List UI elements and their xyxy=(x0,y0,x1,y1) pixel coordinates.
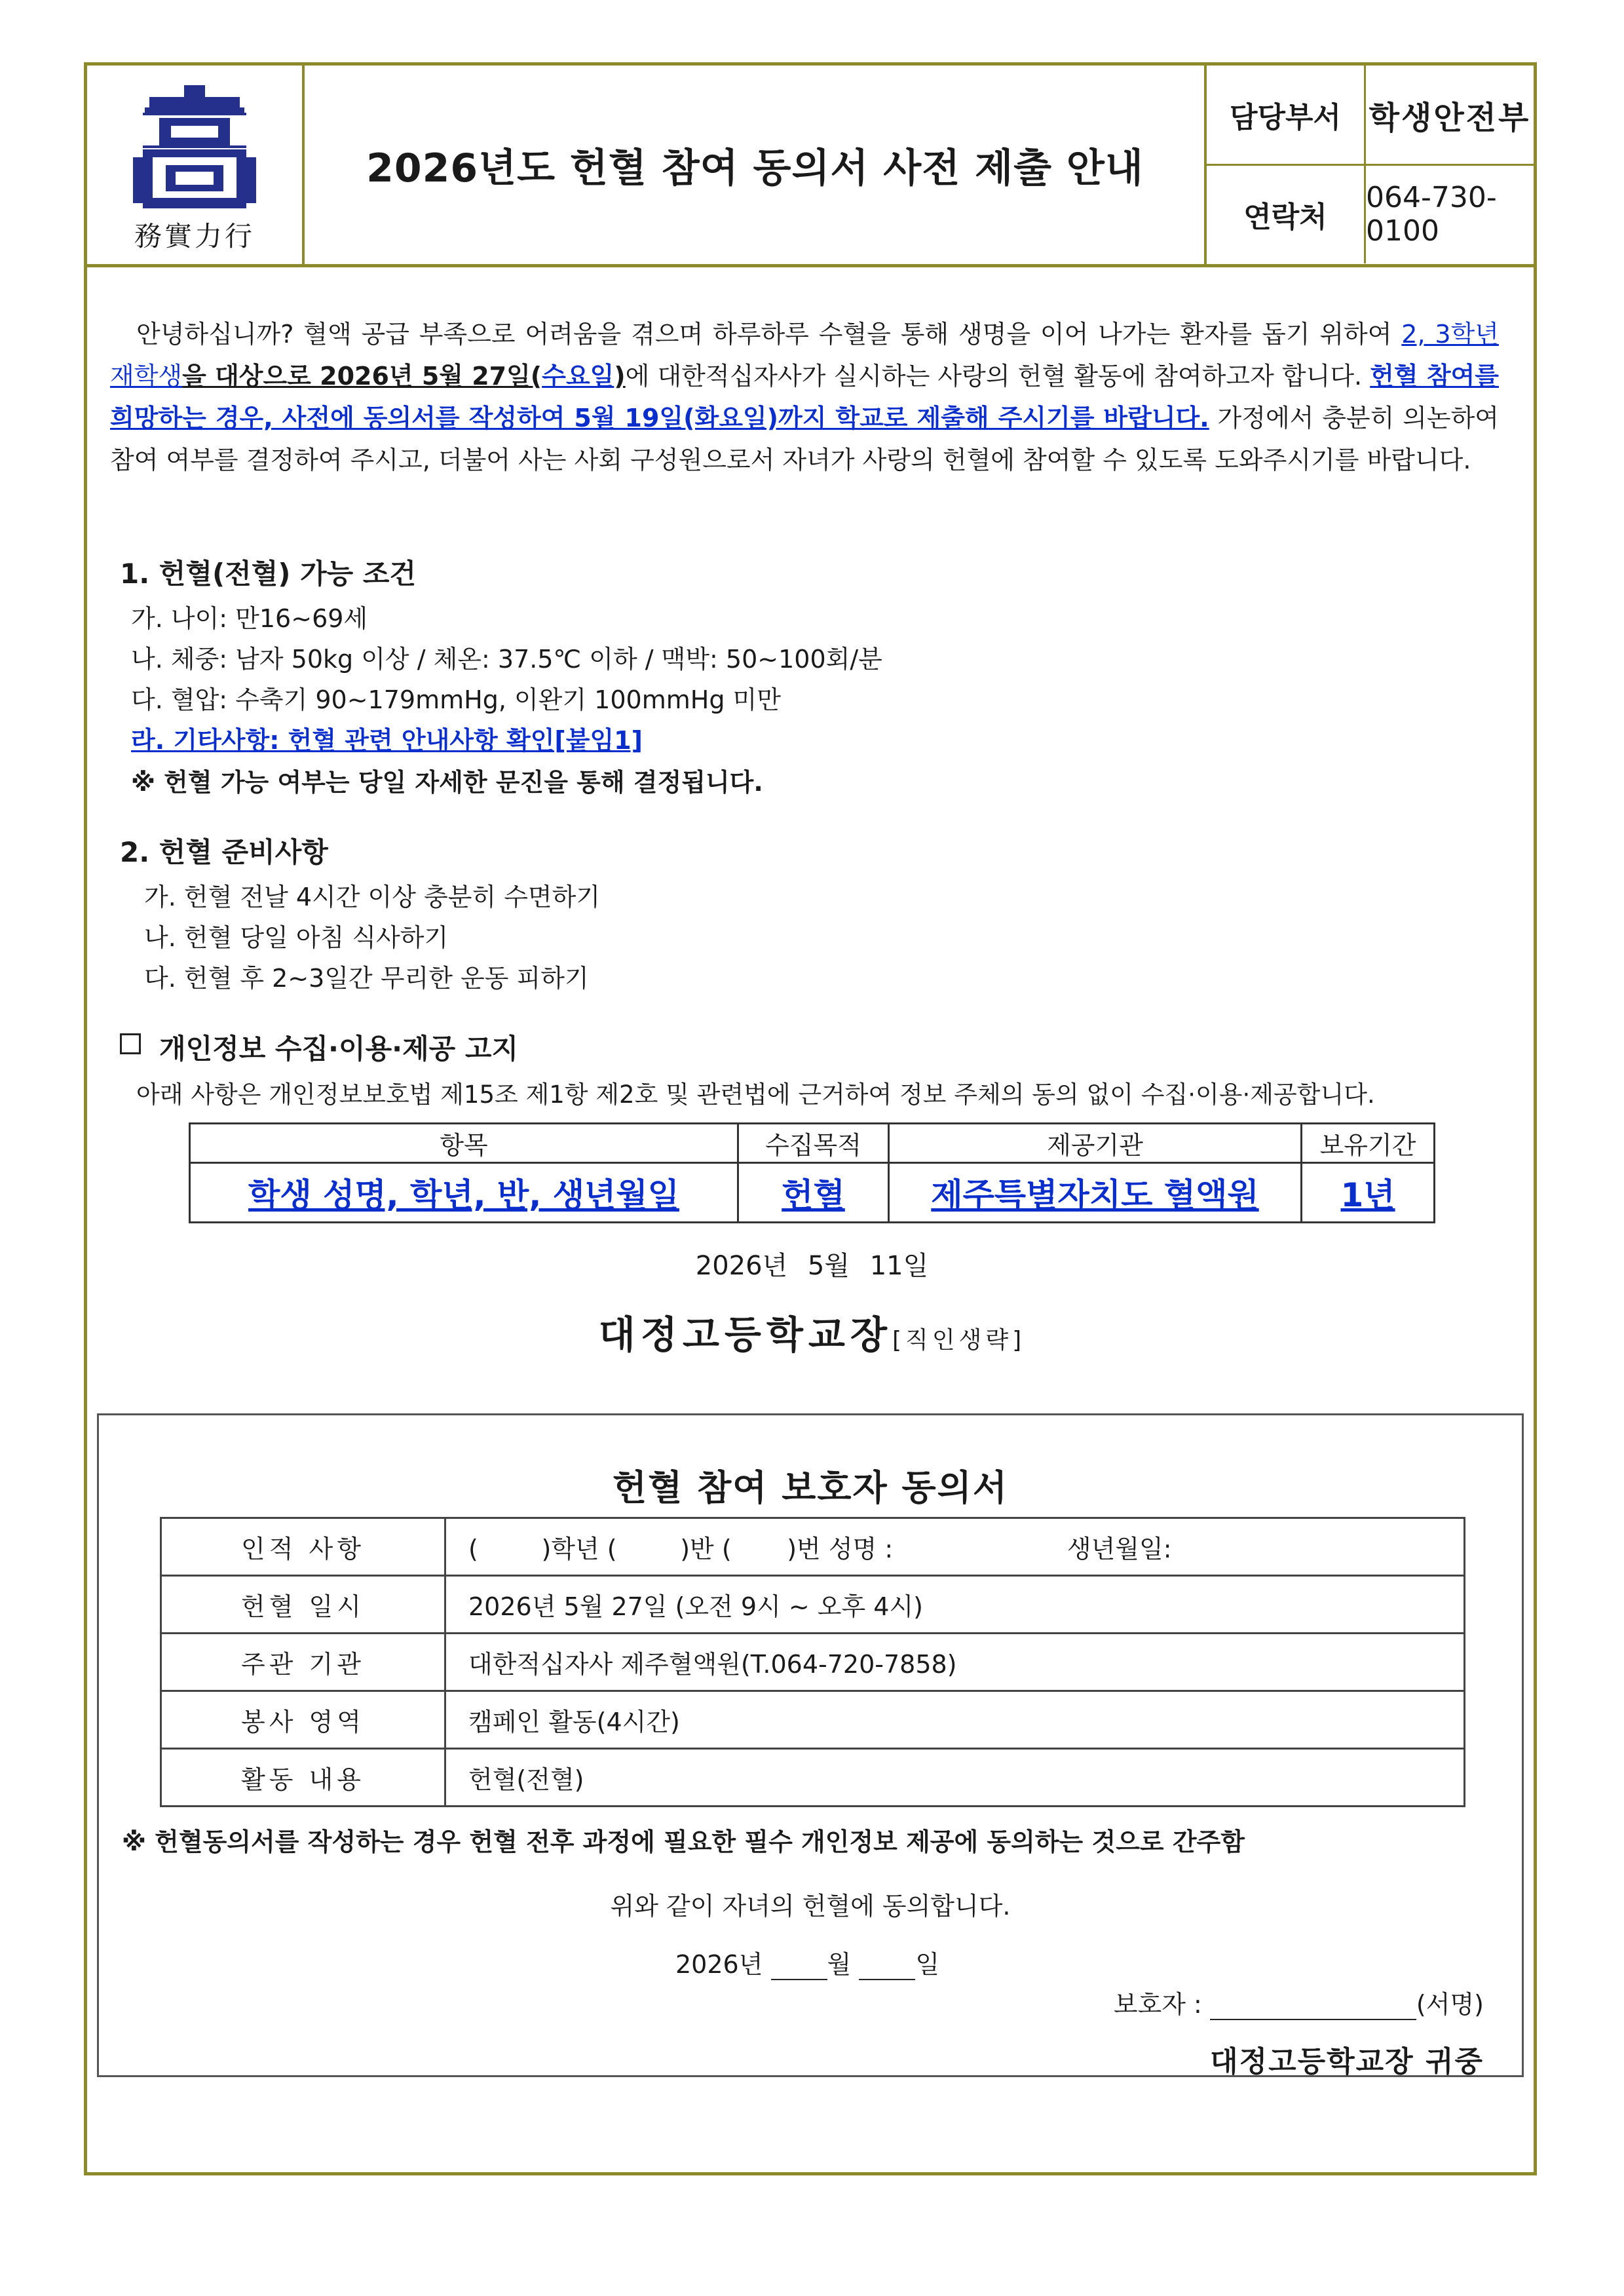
dept-value: 학생안전부 xyxy=(1369,99,1531,136)
section2-title: 2. 헌혈 준비사항 xyxy=(120,836,328,868)
privacy-header-cell: 수집목적 xyxy=(738,1124,889,1163)
consent-row xyxy=(161,1518,1465,1576)
privacy-title: 개인정보 수집·이용·제공 고지 xyxy=(159,1033,519,1065)
consent-agreement: 위와 같이 자녀의 헌혈에 동의합니다. xyxy=(610,1892,1011,1921)
privacy-header-cell: 보유기간 xyxy=(1302,1124,1435,1163)
consent-row xyxy=(161,1691,1465,1749)
intro-text-1: 안녕하십니까? 혈액 공급 부족으로 어려움을 겪으며 하루하루 수혈을 통해 생명을 이어 나가는 환자를 돕기 위하여 xyxy=(136,320,1402,349)
intro-text-3: 가정에서 충분히 의논하여 참여 여부를 결정하여 주시고, 더불어 사는 사회 구성원으로서 자녀가 사랑의 헌혈에 참여할 수 있도록 도와주시기를 바랍니다. xyxy=(110,404,1499,474)
section1-item: 다. 혈압: 수축기 90~179mmHg, 이완기 100mmHg 미만 xyxy=(131,685,781,714)
privacy-header-cell: 항목 xyxy=(190,1124,738,1163)
consent-title: 헌혈 참여 보호자 동의서 xyxy=(612,1467,1009,1508)
guardian-sign-label: (서명) xyxy=(1416,1990,1484,2019)
school-logo xyxy=(87,66,305,264)
document-title-cell xyxy=(305,66,1205,264)
sign-year: 2026년 xyxy=(675,1950,763,1979)
consent-key: 헌혈 일시 xyxy=(161,1576,445,1634)
section2-item: 나. 헌혈 당일 아침 식사하기 xyxy=(144,923,449,952)
consent-value: 캠페인 활동(4시간) xyxy=(445,1691,1465,1749)
consent-row xyxy=(161,1576,1465,1634)
intro-paragraph xyxy=(110,313,1499,481)
contact-label: 연락처 xyxy=(1207,165,1366,263)
guardian-label: 보호자 : xyxy=(1113,1990,1202,2019)
consent-key: 봉사 영역 xyxy=(161,1691,445,1749)
consent-closing: 대정고등학교장 귀중 xyxy=(1210,2045,1484,2078)
contact-info xyxy=(1204,66,1534,264)
issue-date: 2026년 5월 11일 xyxy=(695,1251,929,1281)
student-info-field[interactable]: ( )학년 ( )반 ( )번 성명 : 생년월일: xyxy=(445,1518,1465,1576)
sign-date xyxy=(675,1944,939,1980)
sign-month-label: 월 xyxy=(827,1950,852,1979)
consent-row xyxy=(161,1634,1465,1691)
privacy-cell: 헌혈 xyxy=(738,1163,889,1223)
privacy-cell: 학생 성명, 학년, 반, 생년월일 xyxy=(190,1163,738,1223)
document-header xyxy=(87,66,1534,267)
section2-item: 다. 헌혈 후 2~3일간 무리한 운동 피하기 xyxy=(144,964,589,993)
section2-item: 가. 헌혈 전날 4시간 이상 충분히 수면하기 xyxy=(144,883,601,911)
document-title: 2026년도 헌혈 참여 동의서 사전 제출 안내 xyxy=(366,145,1144,191)
consent-key: 활동 내용 xyxy=(161,1749,445,1807)
privacy-cell: 제주특별자치도 혈액원 xyxy=(889,1163,1302,1223)
principal-name: 대정고등학교장 xyxy=(598,1312,892,1357)
privacy-header-cell: 제공기관 xyxy=(889,1124,1302,1163)
intro-target-date: 을 대상으로 2026년 5월 27일( xyxy=(182,362,542,391)
intro-target-day: 수요일 xyxy=(542,362,614,391)
section1-item: 나. 체중: 남자 50kg 이상 / 체온: 37.5℃ 이하 / 맥박: 50~100회/분 xyxy=(131,645,882,674)
contact-row xyxy=(1207,165,1534,263)
contact-value: 064-730-0100 xyxy=(1366,181,1497,248)
intro-target-close: ) xyxy=(614,362,626,391)
sign-month-field[interactable] xyxy=(771,1955,827,1980)
consent-form xyxy=(97,1413,1524,2077)
consent-key: 인적 사항 xyxy=(161,1518,445,1576)
section1-item-etc: 라. 기타사항: 헌혈 관련 안내사항 확인[붙임1] xyxy=(131,726,643,755)
dept-label: 담당부서 xyxy=(1207,66,1366,164)
consent-row xyxy=(161,1749,1465,1807)
privacy-table-row xyxy=(190,1163,1435,1223)
dept-row xyxy=(1207,66,1534,166)
guardian-signature-field[interactable] xyxy=(1210,1995,1416,2020)
guardian-signature xyxy=(1114,1984,1484,2020)
privacy-table xyxy=(189,1122,1435,1223)
consent-note: ※ 헌혈동의서를 작성하는 경우 헌혈 전후 과정에 필요한 필수 개인정보 제공에 동의하는 것으로 간주함 xyxy=(122,1827,1245,1856)
section1-item: 가. 나이: 만16~69세 xyxy=(131,604,368,633)
intro-text-2: 에 대한적십자사가 실시하는 사랑의 헌혈 활동에 참여하고자 합니다. xyxy=(625,362,1370,391)
consent-key: 주관 기관 xyxy=(161,1634,445,1691)
sign-day-label: 일 xyxy=(915,1950,940,1979)
principal-signature xyxy=(0,1304,1624,1359)
intro-request: 헌혈 참여를 희망하는 경우, 사전에 동의서를 작성하여 5월 19일(화요일)까지 학교로 제출해 주시기를 바랍니다. xyxy=(110,362,1499,432)
privacy-table-header xyxy=(190,1124,1435,1163)
seal-omitted: [직인생략] xyxy=(892,1327,1026,1354)
consent-value: 2026년 5월 27일 (오전 9시 ~ 오후 4시) xyxy=(445,1576,1465,1634)
section1-title: 1. 헌혈(전혈) 가능 조건 xyxy=(120,558,417,590)
section1-note: ※ 헌혈 가능 여부는 당일 자세한 문진을 통해 결정됩니다. xyxy=(131,768,763,797)
consent-value: 대한적십자사 제주혈액원(T.064-720-7858) xyxy=(445,1634,1465,1691)
sign-day-field[interactable] xyxy=(859,1955,915,1980)
privacy-checkbox-icon xyxy=(120,1033,141,1054)
consent-table xyxy=(160,1517,1465,1807)
privacy-description: 아래 사항은 개인정보보호법 제15조 제1항 제2호 및 관련법에 근거하여 정보 주체의 동의 없이 수집·이용·제공합니다. xyxy=(136,1081,1375,1109)
intro-target-students: 2, 3학년 재학생 xyxy=(110,320,1499,391)
school-motto: 務實力行 xyxy=(134,220,255,252)
privacy-cell: 1년 xyxy=(1302,1163,1435,1223)
consent-value: 헌혈(전혈) xyxy=(445,1749,1465,1807)
